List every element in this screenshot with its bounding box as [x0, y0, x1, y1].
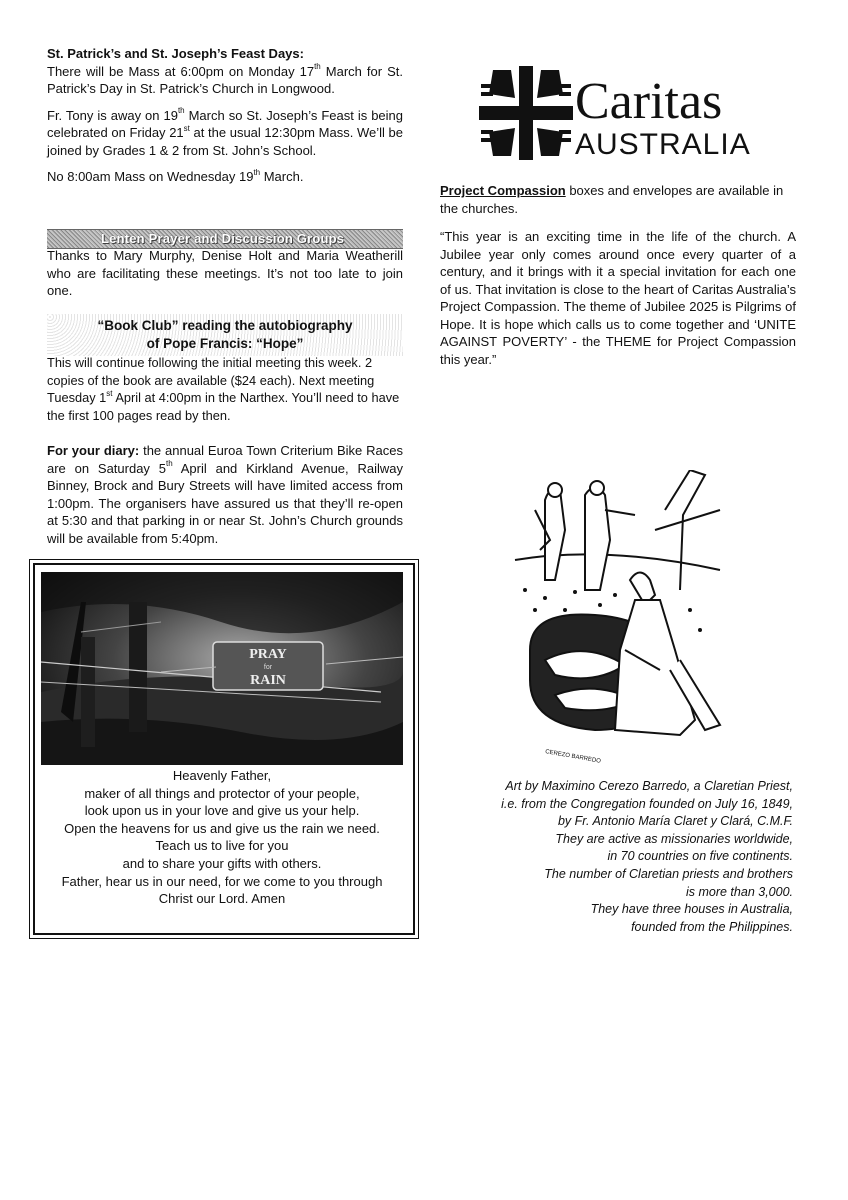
art-caption: [440, 778, 793, 936]
art-signature: CEREZO BARREDO: [544, 749, 602, 765]
diary-label: For your diary:: [47, 443, 140, 458]
project-compassion-link[interactable]: Project Compassion: [440, 183, 566, 198]
prayer-line: Father, hear us in our need, for we come to you through: [61, 873, 383, 889]
book-club-heading-box: [47, 314, 403, 356]
sign-for: for: [263, 664, 273, 671]
prayer-line: look upon us in your love and give us your help.: [84, 803, 360, 819]
logo-word-australia: AUSTRALIA: [575, 128, 751, 161]
prayer-line: Christ our Lord. Amen: [158, 891, 286, 907]
book-club-text: This will continue following the initial meeting this week. 2 copies of the book are available ($24 each). Next meeting Tuesday 1st April at 4:00pm in the Narthex. You’ll need to have the first 100 pages read by then.: [47, 355, 400, 423]
sign-rain: RAIN: [250, 673, 286, 688]
feast-paragraph-1: There will be Mass at 6:00pm on Monday 17th March for St. Patrick’s Day in St. Patrick’s Church in Longwood.: [47, 62, 403, 96]
pray-for-rain-image: [41, 572, 403, 765]
prayer-text: [41, 767, 403, 908]
caritas-cross-icon: [479, 66, 573, 160]
feast-heading: St. Patrick’s and St. Joseph’s Feast Days:: [47, 46, 304, 61]
prayer-line: and to share your gifts with others.: [122, 855, 322, 871]
caption-line: founded from the Philippines.: [631, 919, 793, 934]
caption-line: They have three houses in Australia,: [590, 902, 793, 917]
prayer-line: Heavenly Father,: [172, 768, 272, 783]
logo-word-caritas: Caritas: [575, 73, 723, 130]
claretian-art-illustration: [505, 470, 725, 770]
lenten-banner: [47, 229, 403, 249]
caption-line: i.e. from the Congregation founded on July 16, 1849,: [501, 796, 793, 811]
feast-paragraph-3: No 8:00am Mass on Wednesday 19th March.: [47, 167, 304, 184]
prayer-line: maker of all things and protector of your people,: [84, 785, 360, 801]
jubilee-quote: “This year is an exciting time in the life of the church. A Jubilee year only comes around once every quarter of a century, and it brings with it a special invitation for each one of us. That invitation is close to the heart of Caritas Australia’s Project Compassion. The theme of Jubilee 2025 is Pilgrims of Hope. It is hope which calls us to come together and ‘UNITE AGAINST POVERTY’ - the THEME for Project Compassion this year.”: [440, 229, 796, 367]
book-club-title: “Book Club” reading the autobiography of Pope Francis: “Hope”: [97, 318, 353, 351]
caritas-australia-logo: [475, 58, 765, 168]
lenten-banner-title: Lenten Prayer and Discussion Groups: [101, 231, 345, 246]
caption-line: in 70 countries on five continents.: [607, 849, 793, 864]
project-compassion-note: Project Compassion boxes and envelopes are available in the churches.: [440, 183, 784, 216]
sign-pray: PRAY: [249, 647, 287, 662]
prayer-line: Open the heavens for us and give us the rain we need.: [64, 820, 380, 836]
feast-paragraph-2: Fr. Tony is away on 19th March so St. Joseph’s Feast is being celebrated on Friday 21st at the usual 12:30pm Mass. We’ll be joined by Grades 1 & 2 from St. John’s School.: [47, 106, 404, 158]
caption-line: is more than 3,000.: [685, 884, 793, 899]
diary-section: For your diary: the annual Euroa Town Criterium Bike Races are on Saturday 5th April and Kirkland Avenue, Railway Binney, Brock and Bury Streets will have limited access from 1:00pm. The organisers have assured us that they’ll re-open at 5:30 and that parking in or near St. John’s Church grounds will be available from 5:40pm.: [47, 443, 403, 546]
feast-days-section: [47, 45, 403, 186]
prayer-line: Teach us to live for you: [155, 838, 289, 854]
caption-line: Art by Maximino Cerezo Barredo, a Claretian Priest,: [505, 779, 793, 793]
caption-line: The number of Claretian priests and brothers: [544, 866, 793, 881]
caption-line: by Fr. Antonio María Claret y Clará, C.M.F.: [557, 814, 793, 829]
lenten-text: Thanks to Mary Murphy, Denise Holt and Maria Weatherill who are facilitating these meetings. It’s not too late to join one.: [47, 248, 403, 298]
caption-line: They are active as missionaries worldwide,: [555, 831, 793, 846]
